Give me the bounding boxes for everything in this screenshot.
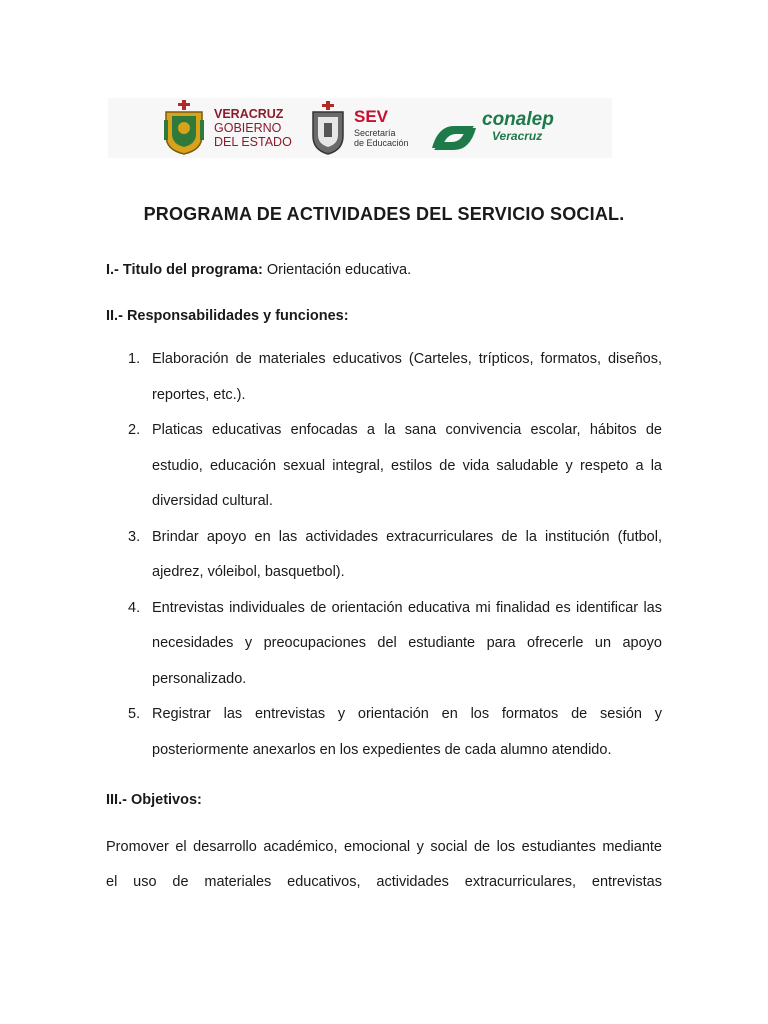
conalep-logo-icon bbox=[428, 108, 480, 168]
program-title-value: Orientación educativa. bbox=[262, 262, 412, 278]
list-item bbox=[106, 413, 662, 520]
list-item-number: 5. bbox=[128, 706, 141, 722]
conalep-name: conalep bbox=[482, 109, 554, 130]
responsibilities-label: II.- Responsabilidades y funciones: bbox=[106, 308, 349, 324]
list-item bbox=[106, 520, 662, 591]
list-item bbox=[106, 342, 662, 413]
program-title-line bbox=[106, 262, 411, 278]
responsibilities-heading bbox=[106, 308, 349, 324]
list-item bbox=[106, 697, 662, 768]
sev-name: SEV bbox=[354, 107, 389, 126]
veracruz-line2: GOBIERNO bbox=[214, 121, 282, 135]
sev-line1: Secretaría bbox=[354, 128, 396, 138]
sev-emblem-icon bbox=[308, 98, 348, 158]
sev-line2: de Educación bbox=[354, 138, 409, 148]
objectives-heading bbox=[106, 792, 202, 808]
objectives-text-line-1: Promover el desarrollo académico, emocional y social de los estudiantes mediante bbox=[106, 839, 662, 855]
page-title: PROGRAMA DE ACTIVIDADES DEL SERVICIO SOCIAL. bbox=[143, 204, 625, 224]
responsibilities-list bbox=[106, 342, 662, 768]
program-title-label: I.- Titulo del programa: bbox=[106, 262, 263, 278]
veracruz-line3: DEL ESTADO bbox=[214, 135, 292, 149]
objectives-label: III.- Objetivos: bbox=[106, 792, 202, 808]
list-item-number: 2. bbox=[128, 422, 141, 438]
list-item-number: 3. bbox=[128, 528, 141, 545]
header-logo-bar bbox=[108, 98, 612, 158]
list-item-text: Elaboración de materiales educativos (Carteles, trípticos, formatos, diseños, reportes, etc.). bbox=[152, 351, 662, 403]
list-item-text: Registrar las entrevistas y orientación en los formatos de sesión y posteriormente anexarlos en los expedientes de cada alumno atendido. bbox=[152, 706, 662, 758]
list-item-text: Platicas educativas enfocadas a la sana convivencia escolar, hábitos de estudio, educación sexual integral, estilos de vida saludable y respeto a la diversidad cultural. bbox=[152, 422, 662, 509]
list-item-text: Brindar apoyo en las actividades extracurriculares de la institución (futbol, ajedrez, vóleibol, basquetbol). bbox=[152, 528, 662, 580]
veracruz-name: VERACRUZ bbox=[214, 107, 284, 121]
conalep-subname: Veracruz bbox=[492, 129, 543, 143]
list-item bbox=[106, 591, 662, 698]
list-item-text: Entrevistas individuales de orientación educativa mi finalidad es identificar las necesidades y preocupaciones del estudiante para ofrecerle un apoyo personalizado. bbox=[152, 599, 662, 687]
list-item-number: 4. bbox=[128, 599, 141, 616]
objectives-text-line-2: el uso de materiales educativos, actividades extracurriculares, entrevistas bbox=[106, 874, 662, 890]
veracruz-coat-of-arms-icon bbox=[160, 98, 208, 158]
list-item-number: 1. bbox=[128, 351, 141, 367]
